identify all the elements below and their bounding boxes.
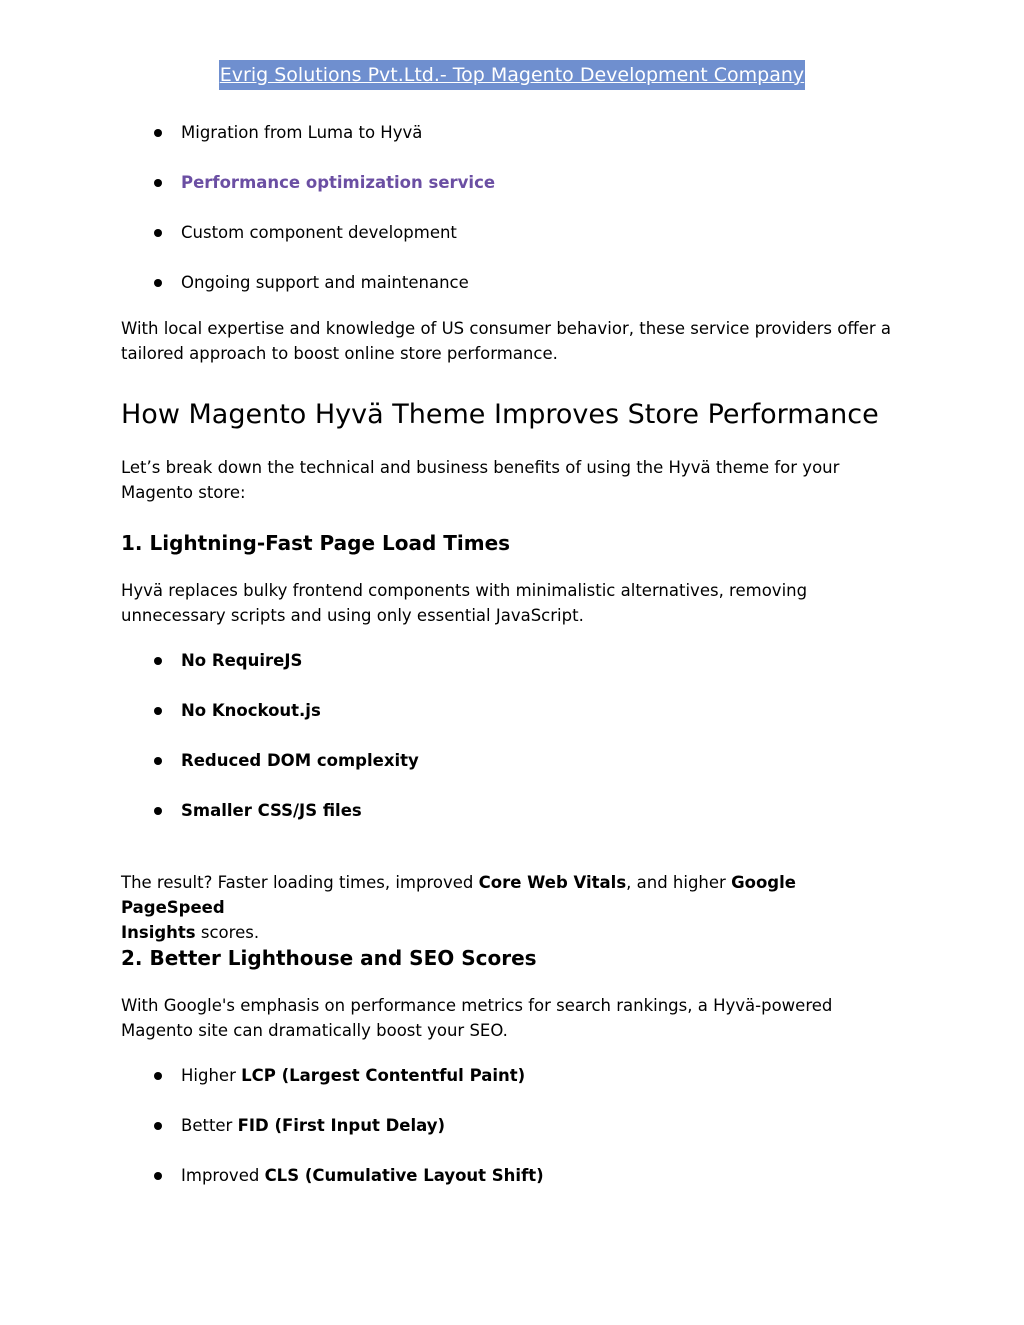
list-item-text: Custom component development bbox=[181, 223, 457, 242]
paragraph-line: unnecessary scripts and using only essential JavaScript. bbox=[121, 606, 584, 625]
bullet-icon bbox=[154, 129, 162, 137]
bullet-icon bbox=[154, 657, 162, 665]
list-item-text: No RequireJS bbox=[181, 651, 303, 670]
list-item-text bbox=[181, 1064, 525, 1088]
list-item-text bbox=[181, 1164, 544, 1188]
paragraph-line: With local expertise and knowledge of US consumer behavior, these service providers offer a bbox=[121, 319, 891, 338]
paragraph-line: tailored approach to boost online store performance. bbox=[121, 344, 558, 363]
list-item-prefix: Higher bbox=[181, 1066, 242, 1085]
subsection-paragraph bbox=[121, 993, 901, 1043]
google-pagespeed-text: Google PageSpeed bbox=[121, 873, 796, 917]
bullet-icon bbox=[154, 757, 162, 765]
core-web-vitals-text: Core Web Vitals bbox=[478, 873, 627, 892]
section-intro-paragraph bbox=[121, 455, 901, 505]
subsection-heading: 2. Better Lighthouse and SEO Scores bbox=[121, 946, 537, 970]
performance-optimization-link[interactable]: Performance optimization service bbox=[181, 173, 496, 192]
list-item-prefix: Improved bbox=[181, 1166, 265, 1185]
paragraph-line: With Google's emphasis on performance metrics for search rankings, a Hyvä-powered bbox=[121, 996, 833, 1015]
result-paragraph bbox=[121, 870, 901, 945]
paragraph-text: scores. bbox=[195, 923, 260, 942]
bullet-icon bbox=[154, 1072, 162, 1080]
list-item-text: Migration from Luma to Hyvä bbox=[181, 123, 423, 142]
metric-name: LCP (Largest Contentful Paint) bbox=[241, 1066, 526, 1085]
bullet-icon bbox=[154, 179, 162, 187]
metric-name: FID (First Input Delay) bbox=[237, 1116, 446, 1135]
list-item-text: No Knockout.js bbox=[181, 701, 321, 720]
bullet-icon bbox=[154, 1172, 162, 1180]
paragraph-line: Magento store: bbox=[121, 483, 246, 502]
subsection-paragraph bbox=[121, 578, 901, 628]
insights-text: Insights bbox=[121, 923, 196, 942]
paragraph-line: Magento site can dramatically boost your SEO. bbox=[121, 1021, 508, 1040]
metric-name: CLS (Cumulative Layout Shift) bbox=[264, 1166, 544, 1185]
list-item-prefix: Better bbox=[181, 1116, 238, 1135]
paragraph-line: Hyvä replaces bulky frontend components with minimalistic alternatives, removing bbox=[121, 581, 808, 600]
intro-paragraph bbox=[121, 316, 901, 366]
subsection-heading: 1. Lightning-Fast Page Load Times bbox=[121, 531, 511, 555]
paragraph-line: Let’s break down the technical and business benefits of using the Hyvä theme for your bbox=[121, 458, 840, 477]
bullet-icon bbox=[154, 807, 162, 815]
bullet-icon bbox=[154, 707, 162, 715]
section-heading: How Magento Hyvä Theme Improves Store Performance bbox=[121, 399, 879, 430]
paragraph-text: , and higher bbox=[626, 873, 732, 892]
page-header bbox=[0, 60, 1024, 90]
bullet-icon bbox=[154, 279, 162, 287]
company-header-link[interactable]: Evrig Solutions Pvt.Ltd.- Top Magento Development Company bbox=[219, 60, 805, 90]
list-item-text: Ongoing support and maintenance bbox=[181, 273, 469, 292]
bullet-icon bbox=[154, 1122, 162, 1130]
list-item-text: Smaller CSS/JS files bbox=[181, 801, 362, 820]
paragraph-text: The result? Faster loading times, improved bbox=[121, 873, 479, 892]
bullet-icon bbox=[154, 229, 162, 237]
list-item-text bbox=[181, 1114, 445, 1138]
list-item-text: Reduced DOM complexity bbox=[181, 751, 419, 770]
